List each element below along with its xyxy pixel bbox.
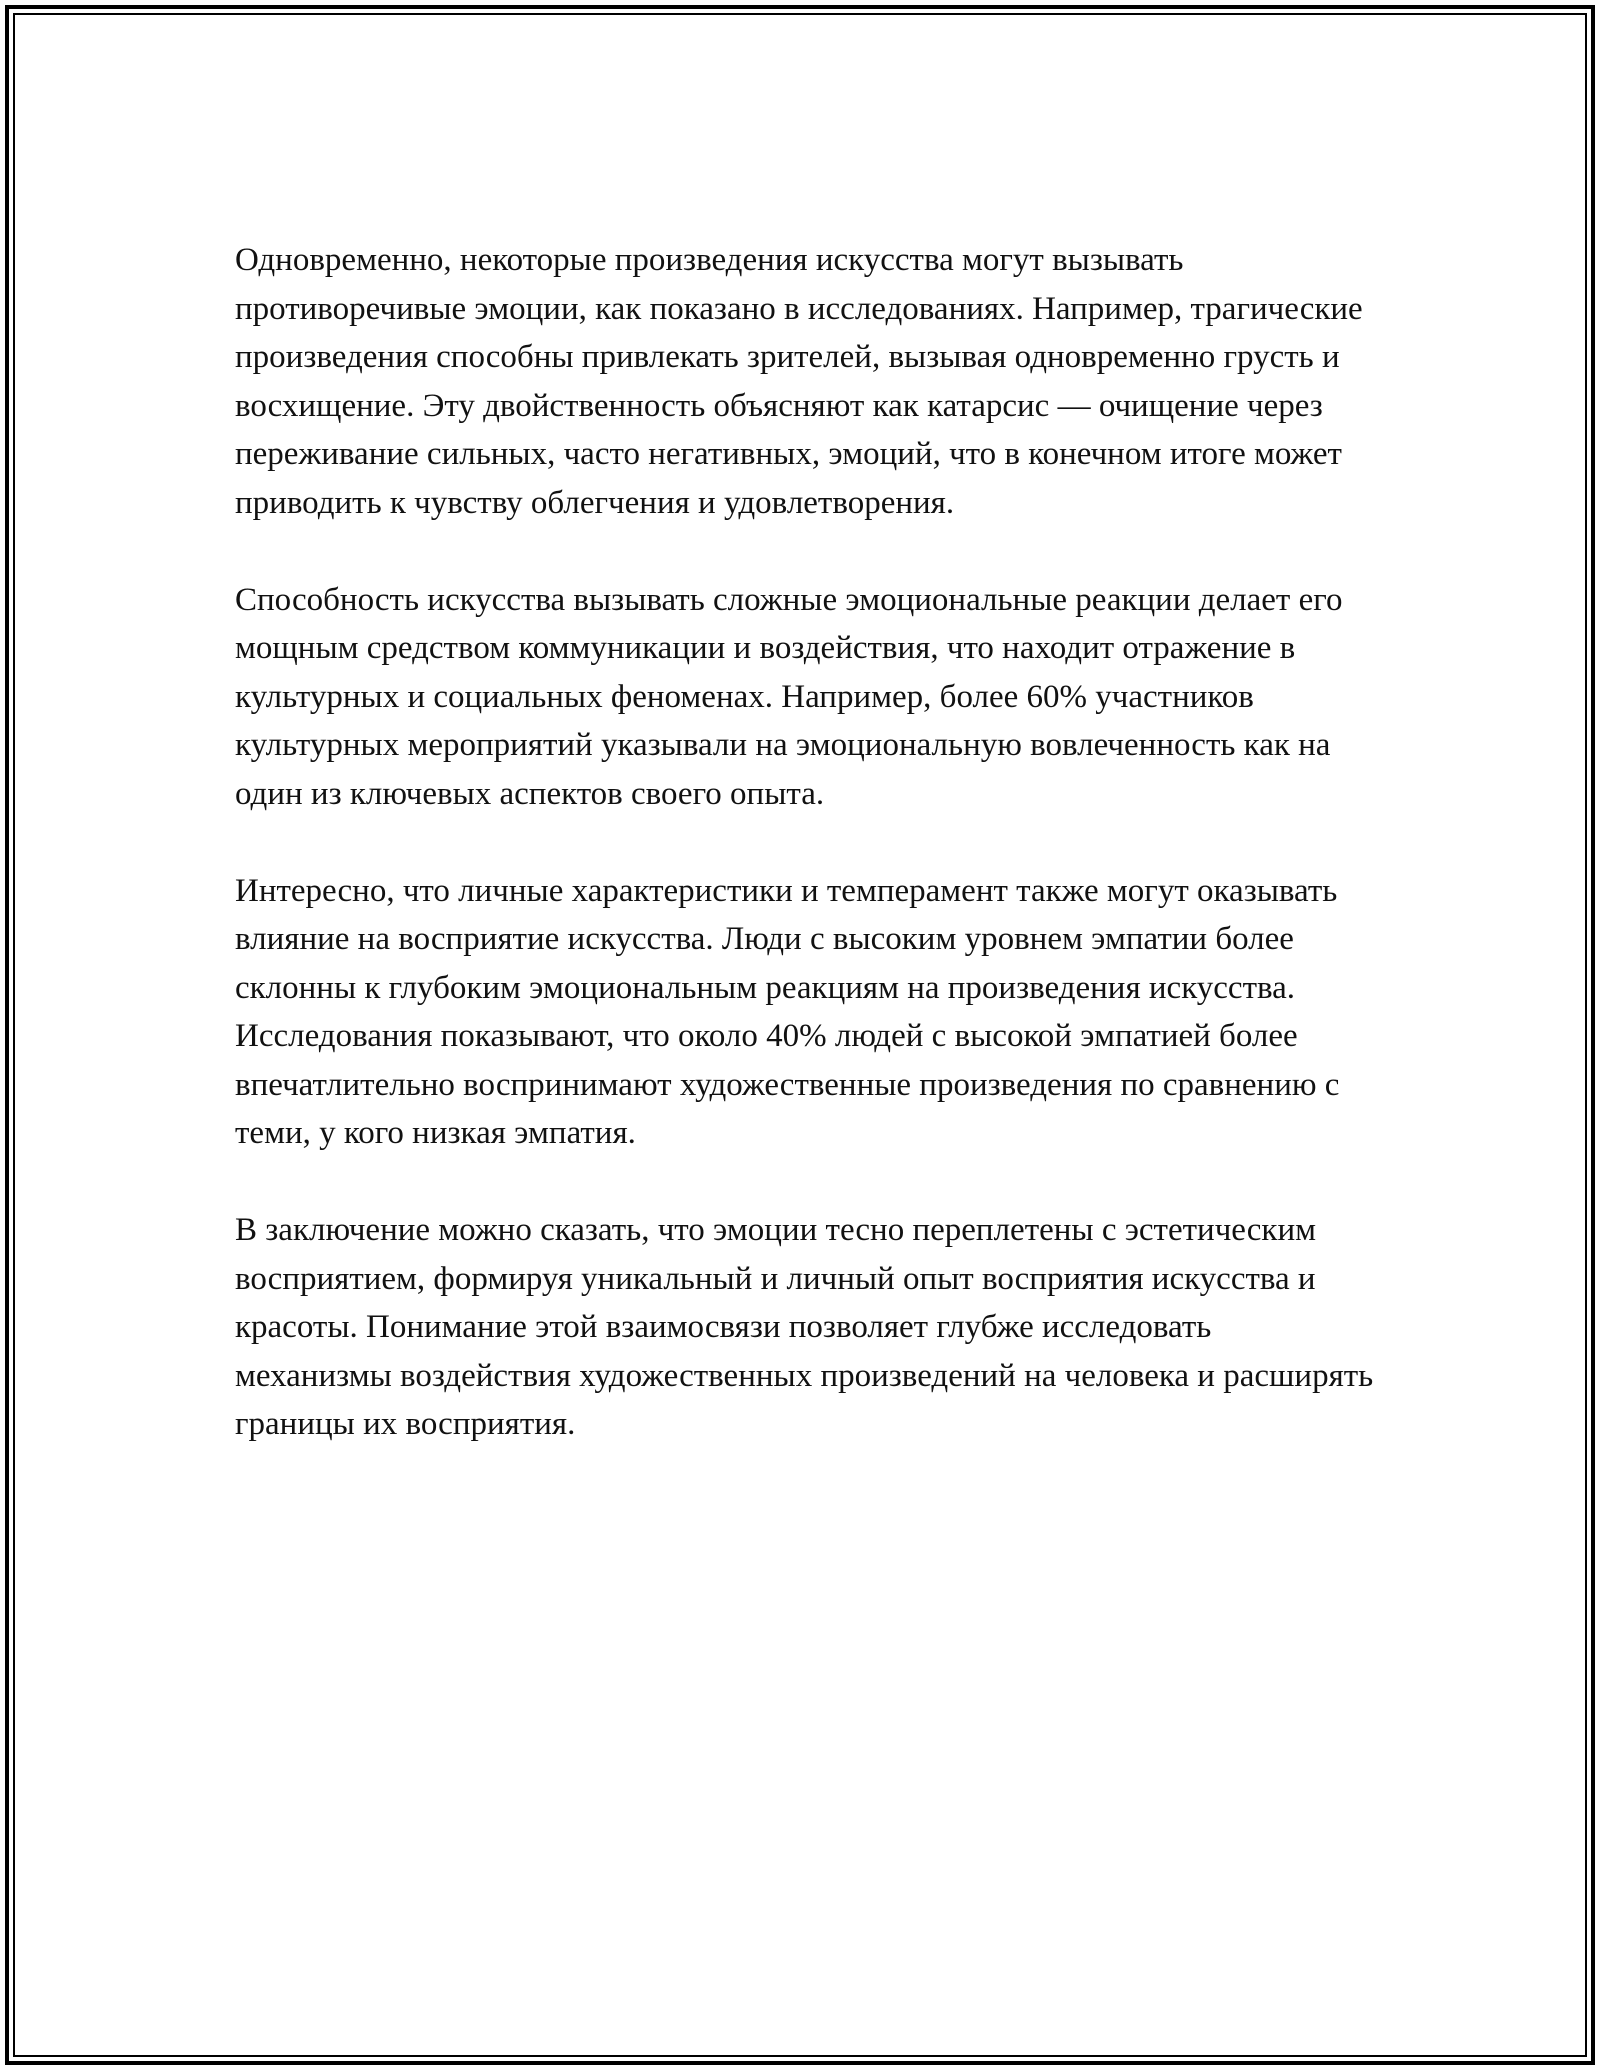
paragraph-conclusion: В заключение можно сказать, что эмоции тесно переплетены с эстетическим восприятием, формируя уникальный и личный опыт восприятия искусства и красоты. Понимание этой взаимосвязи позволяет глубже исследовать механизмы воздействия художественных произведений на человека и расширять границы их восприятия. xyxy=(235,1212,1374,1442)
paragraph-empathy: Интересно, что личные характеристики и темперамент также могут оказывать влияние на восприятие искусства. Люди с высоким уровнем эмпатии более склонны к глубоким эмоциональным реакциям на произведения искусства. Исследования показывают, что около 40% людей с высокой эмпатией более впечатлительно воспринимают художественные произведения по сравнению с теми, у кого низкая эмпатия. xyxy=(235,872,1340,1151)
document-body xyxy=(235,236,1375,1497)
paragraph-catharsis: Одновременно, некоторые произведения искусства могут вызывать противоречивые эмоции, как показано в исследованиях. Например, трагические произведения способны привлекать зрителей, вызывая одновременно грусть и восхищение. Эту двойственность объясняют как катарсис — очищение через переживание сильных, часто негативных, эмоций, что в конечном итоге может приводить к чувству облегчения и удовлетворения. xyxy=(235,242,1363,521)
paragraph-communication: Способность искусства вызывать сложные эмоциональные реакции делает его мощным средством коммуникации и воздействия, что находит отражение в культурных и социальных феноменах. Например, более 60% участников культурных мероприятий указывали на эмоциональную вовлеченность как на один из ключевых аспектов своего опыта. xyxy=(235,581,1343,812)
